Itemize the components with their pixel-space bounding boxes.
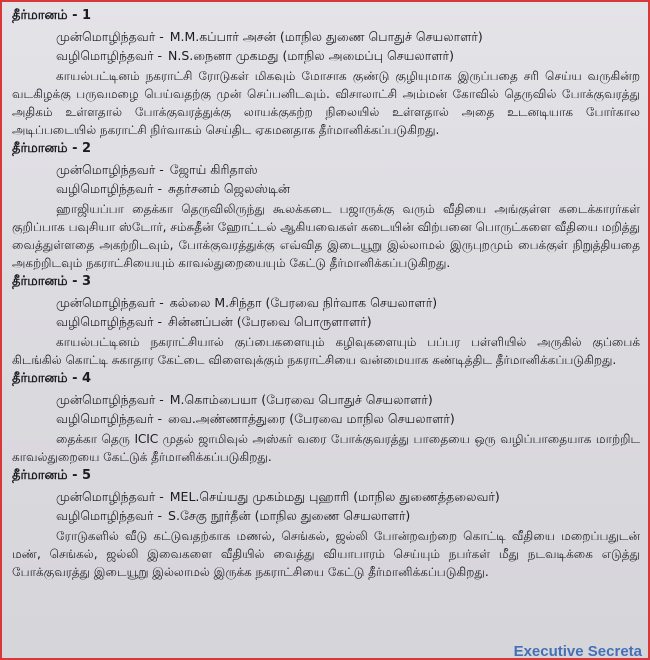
seconder-name: வை.அண்ணாத்துரை (பேரவை மாநில செயலாளர்) bbox=[168, 411, 455, 426]
resolution-text: காயல்பட்டினம் நகராட்சியால் குப்பைகளையும் கழிவுகளையும் பப்பர பள்ளியில் அருகில் குப்பைக் கிடங்கில் கொட்டி சுகாதார கேட்டை விளைவுக்கும் நகராட்சியை வன்மையாக கண்டித்திட தீர்மானிக்கப்படுகிறது. bbox=[12, 335, 640, 367]
proposer-label: முன்மொழிந்தவர் - bbox=[56, 162, 164, 177]
seconder-name: N.S.நைனா முகமது (மாநில அமைப்பு செயலாளர்) bbox=[168, 48, 454, 63]
proposer-label: முன்மொழிந்தவர் - bbox=[56, 295, 164, 310]
resolution-1 bbox=[12, 8, 640, 139]
resolution-heading: தீர்மானம் - 3 bbox=[12, 274, 92, 289]
proposer-line bbox=[56, 390, 640, 409]
seconder-name: சுதர்சனம் ஜெலஸ்டின் bbox=[168, 181, 290, 196]
resolution-4 bbox=[12, 371, 640, 466]
resolution-text: காயல்பட்டினம் நகராட்சி ரோடுகள் மிகவும் மோசாக குண்டு குழியுமாக இருப்பதை சரி செய்ய வருகின்ற வடகிழக்கு பருவமழை பெய்வதற்கு முன் செப்பனிடவும். விசாலாட்சி அம்மன் கோவில் தெருவில் போக்குவரத்து அதிகம் உள்ளதால் போக்குவரத்துக்கு லாயக்குகற்ற நிலையில் உள்ளதால் அதை உடனடியாக போர்கால அடிப்படையில் நகராட்சி நிர்வாகம் செய்திட ஏகமனதாக தீர்மானிக்கப்படுகிறது. bbox=[12, 69, 640, 137]
resolution-2 bbox=[12, 141, 640, 272]
movers-block bbox=[56, 390, 640, 428]
resolution-5 bbox=[12, 468, 640, 581]
seconder-label: வழிமொழிந்தவர் - bbox=[56, 508, 163, 523]
watermark-text: Executive Secreta bbox=[513, 643, 642, 660]
proposer-name: M.M.கப்பார் அசன் (மாநில துணை பொதுச் செயலாளர்) bbox=[169, 29, 483, 44]
resolution-text: ரோடுகளில் வீடு கட்டுவதற்காக மணல், செங்கல், ஜல்லி போன்றவற்றை கொட்டி வீதியை மறைப்பதுடன் மண், செங்கல், ஜல்லி இவைகளை வீதியில் வைத்து வியாபாரம் செய்யும் நபர்கள் மீது நடவடிக்கை எடுத்து போக்குவரத்து இடையூறு இல்லாமல் இருக்க நகராட்சியை கேட்டு தீர்மானிக்கப்படுகிறது. bbox=[12, 529, 640, 579]
movers-block bbox=[56, 487, 640, 525]
seconder-label: வழிமொழிந்தவர் - bbox=[56, 48, 163, 63]
proposer-line bbox=[56, 27, 640, 46]
resolution-heading: தீர்மானம் - 2 bbox=[12, 141, 92, 156]
proposer-name: கல்லை M.சிந்தா (பேரவை நிர்வாக செயலாளர்) bbox=[169, 295, 438, 310]
resolution-text: ஹாஜியப்பா தைக்கா தெருவிலிருந்து கூலக்கடை பஜாருக்கு வரும் வீதியை அங்குள்ள கடைக்காரர்கள் குறிப்பாக பவுசியா ஸ்டோர், சம்சுதீன் ஹோட்டல் ஆகியவைகள் கடையின் விற்பனை பொருட்களை வீதியை மறித்து வைத்துள்ளதை அகற்றிடவும், போக்குவரத்துக்கு எவ்வித இடையூறு இல்லாமல் இருபுறமும் பைக்குள் நிறுத்தியதை அகற்றிடவும் நகராட்சியையும் காவல்துறையையும் கேட்டு தீர்மானிக்கப்படுகிறது. bbox=[12, 202, 640, 270]
seconder-label: வழிமொழிந்தவர் - bbox=[56, 314, 163, 329]
seconder-line bbox=[56, 46, 640, 65]
movers-block bbox=[56, 160, 640, 198]
seconder-label: வழிமொழிந்தவர் - bbox=[56, 411, 163, 426]
seconder-line bbox=[56, 179, 640, 198]
resolution-heading: தீர்மானம் - 4 bbox=[12, 371, 92, 386]
resolution-heading: தீர்மானம் - 1 bbox=[12, 8, 92, 23]
proposer-name: M.கொம்பையா (பேரவை பொதுச் செயலாளர்) bbox=[169, 392, 433, 407]
seconder-line bbox=[56, 409, 640, 428]
seconder-line bbox=[56, 506, 640, 525]
proposer-name: MEL.செய்யது முகம்மது புஹாரி (மாநில துணைத்தலைவர்) bbox=[169, 489, 500, 504]
movers-block bbox=[56, 27, 640, 65]
proposer-label: முன்மொழிந்தவர் - bbox=[56, 392, 164, 407]
seconder-name: S.சேகு நூர்தீன் (மாநில துணை செயலாளர்) bbox=[168, 508, 411, 523]
seconder-name: சின்னப்பன் (பேரவை பொருளாளர்) bbox=[168, 314, 372, 329]
resolution-3 bbox=[12, 274, 640, 369]
resolution-heading: தீர்மானம் - 5 bbox=[12, 468, 92, 483]
proposer-label: முன்மொழிந்தவர் - bbox=[56, 29, 164, 44]
seconder-line bbox=[56, 312, 640, 331]
proposer-line bbox=[56, 487, 640, 506]
proposer-line bbox=[56, 293, 640, 312]
proposer-line bbox=[56, 160, 640, 179]
proposer-name: ஜோய் கிரிதாஸ் bbox=[169, 162, 258, 177]
proposer-label: முன்மொழிந்தவர் - bbox=[56, 489, 164, 504]
resolution-text: தைக்கா தெரு ICIC முதல் ஜாமிவுல் அஸ்கர் வரை போக்குவரத்து பாதையை ஒரு வழிப்பாதையாக மாற்றிட காவல்துறையை கேட்டுக் தீர்மானிக்கப்படுகிறது. bbox=[12, 432, 640, 464]
movers-block bbox=[56, 293, 640, 331]
seconder-label: வழிமொழிந்தவர் - bbox=[56, 181, 163, 196]
